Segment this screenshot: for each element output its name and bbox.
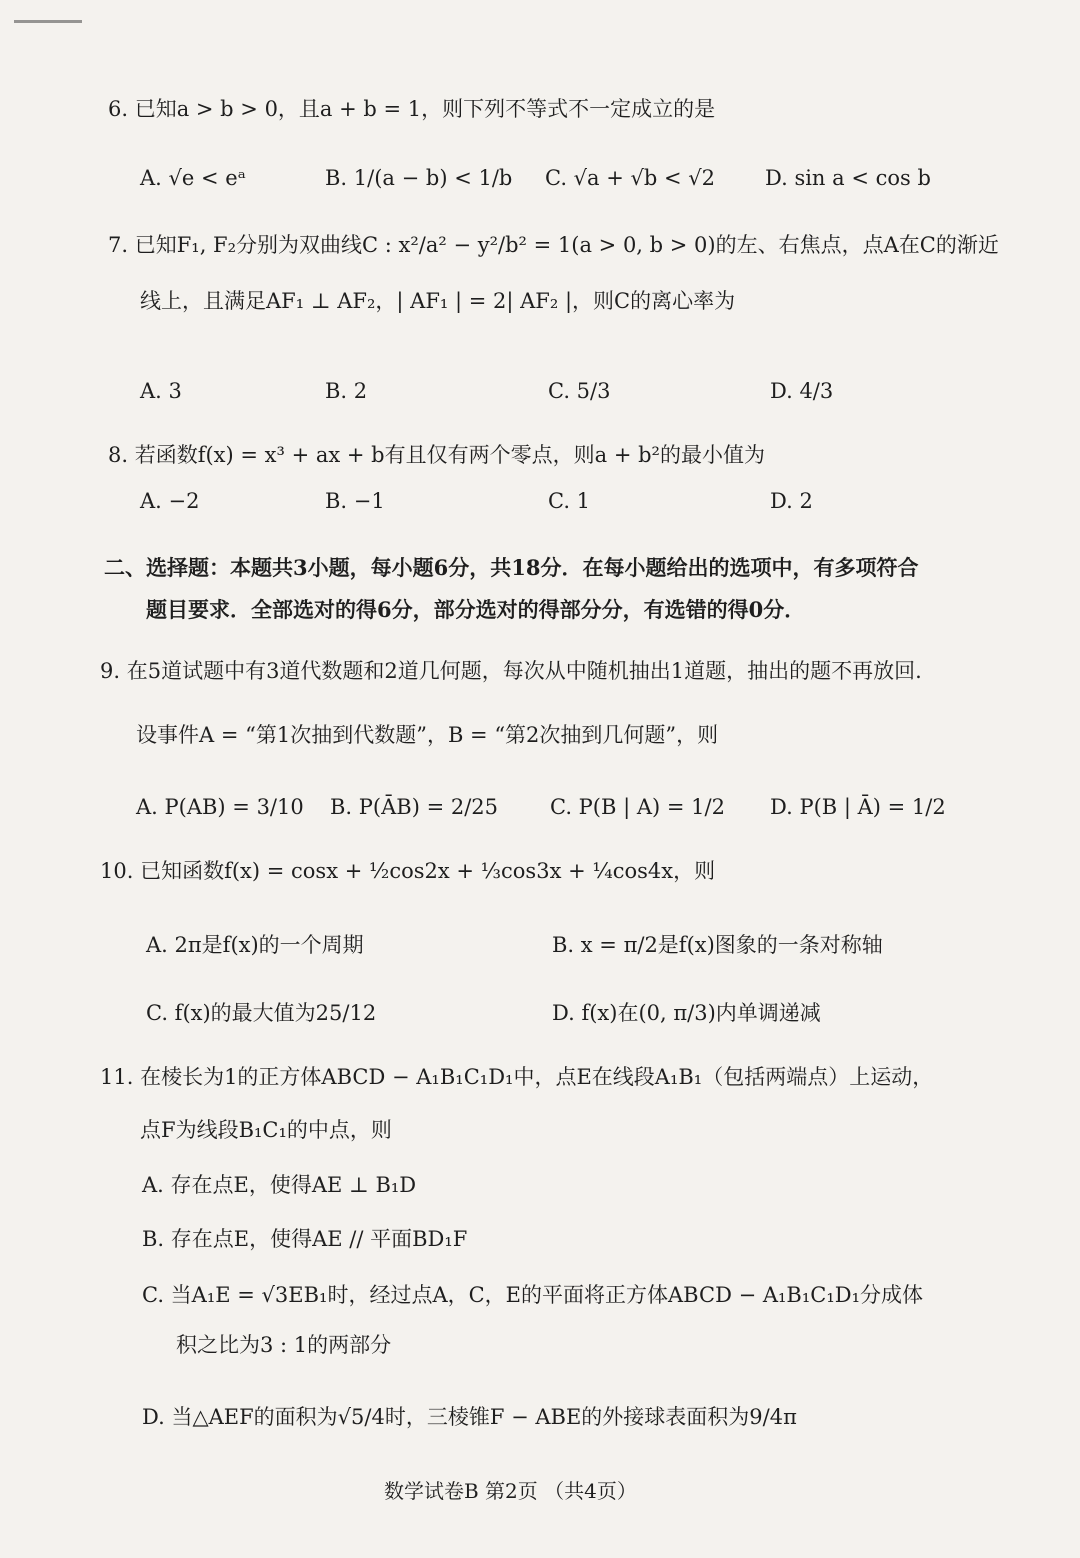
q9-option-a: A. P(AB) = 3/10 [136,795,304,819]
q10-option-a: A. 2π是f(x)的一个周期 [146,933,364,957]
q6-stem: 6. 已知a > b > 0，且a + b = 1，则下列不等式不一定成立的是 [108,97,716,121]
q8-option-c: C. 1 [548,489,591,513]
q8-option-a: A. −2 [140,489,200,513]
section2-line2: 题目要求．全部选对的得6分，部分选对的得部分分，有选错的得0分． [146,597,806,622]
q11-stem-line2: 点F为线段B₁C₁的中点，则 [140,1118,392,1142]
q8-stem: 8. 若函数f(x) = x³ + ax + b有且仅有两个零点，则a + b²的最小值为 [108,443,765,467]
q9-option-d: D. P(B | Ā) = 1/2 [770,795,946,819]
q7-option-d: D. 4/3 [770,379,834,403]
q11-option-c-line1: C. 当A₁E = √3EB₁时，经过点A，C，E的平面将正方体ABCD − A₁B₁C₁D₁分成体 [142,1283,924,1307]
q10-option-d: D. f(x)在(0, π/3)内单调递减 [552,1001,821,1025]
q11-option-c-line2: 积之比为3 : 1的两部分 [176,1333,392,1357]
q7-stem-line1: 7. 已知F₁, F₂分别为双曲线C : x²/a² − y²/b² = 1(a > 0, b > 0)的左、右焦点，点A在C的渐近 [108,233,999,257]
q7-stem-line2: 线上，且满足AF₁ ⊥ AF₂，| AF₁ | = 2| AF₂ |，则C的离心率为 [140,289,736,313]
q7-option-b: B. 2 [325,379,368,403]
q6-option-a: A. √e < eᵃ [140,166,246,190]
q10-option-c: C. f(x)的最大值为25/12 [146,1001,377,1025]
q11-option-d: D. 当△AEF的面积为√5/4时，三棱锥F − ABE的外接球表面积为9/4π [142,1405,797,1429]
corner-mark [14,20,82,23]
q7-option-c: C. 5/3 [548,379,611,403]
q9-stem-line1: 9. 在5道试题中有3道代数题和2道几何题，每次从中随机抽出1道题，抽出的题不再放回. [100,659,922,683]
section2-line1: 二、选择题：本题共3小题，每小题6分，共18分．在每小题给出的选项中，有多项符合 [104,555,919,580]
q8-option-b: B. −1 [325,489,385,513]
q6-option-d: D. sin a < cos b [765,166,931,190]
q7-option-a: A. 3 [140,379,182,403]
page-footer: 数学试卷B 第2页 （共4页） [384,1479,637,1503]
q9-option-b: B. P(ĀB) = 2/25 [330,795,498,819]
q10-option-b: B. x = π/2是f(x)图象的一条对称轴 [552,933,883,957]
q9-option-c: C. P(B | A) = 1/2 [550,795,725,819]
q6-option-b: B. 1/(a − b) < 1/b [325,166,513,190]
q11-option-a: A. 存在点E，使得AE ⊥ B₁D [142,1173,417,1197]
q11-stem-line1: 11. 在棱长为1的正方体ABCD − A₁B₁C₁D₁中，点E在线段A₁B₁（包括两端点）上运动， [100,1065,934,1089]
q10-stem: 10. 已知函数f(x) = cosx + ½cos2x + ⅓cos3x + ¼cos4x，则 [100,859,716,883]
q9-stem-line2: 设事件A = “第1次抽到代数题”，B = “第2次抽到几何题”，则 [136,723,719,747]
q8-option-d: D. 2 [770,489,813,513]
q11-option-b: B. 存在点E，使得AE // 平面BD₁F [142,1227,468,1251]
q6-option-c: C. √a + √b < √2 [545,166,716,190]
